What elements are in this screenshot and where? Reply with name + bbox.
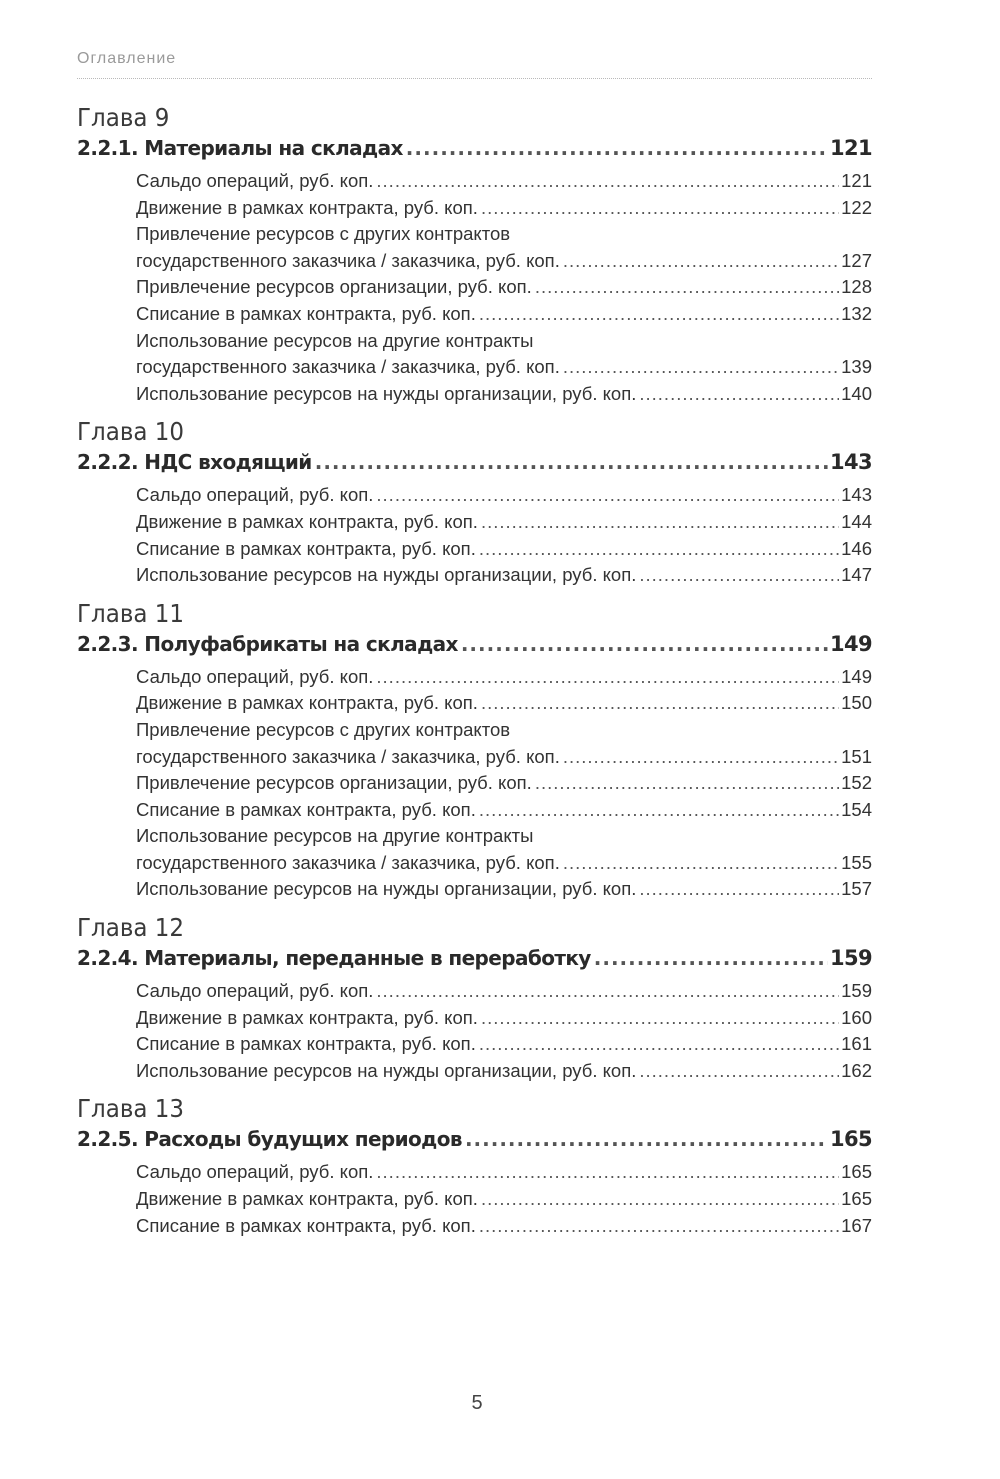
subentry-page-number: 121 xyxy=(841,170,872,191)
subentry-label: Движение в рамках контракта, руб. коп. xyxy=(136,196,478,218)
subentry-list xyxy=(77,482,872,588)
subentry-label: Сальдо операций, руб. коп. xyxy=(136,665,374,687)
subentry-label: Сальдо операций, руб. коп. xyxy=(136,1161,374,1183)
subentry-page-number: 147 xyxy=(841,564,872,586)
subentry-label: государственного заказчика / заказчика, руб. коп. xyxy=(136,356,560,378)
dot-leader xyxy=(479,1213,839,1240)
toc-subentry[interactable] xyxy=(136,876,872,903)
dot-leader xyxy=(639,381,839,408)
subentry-row xyxy=(136,797,872,824)
subentry-page-number: 155 xyxy=(841,851,872,873)
section-page-number: 165 xyxy=(829,1127,872,1152)
toc-subentry[interactable] xyxy=(136,562,872,589)
toc-subentry[interactable] xyxy=(136,301,872,328)
subentry-row xyxy=(136,850,872,877)
subentry-list xyxy=(77,978,872,1084)
section-page-number: 159 xyxy=(829,946,872,971)
toc-chapter xyxy=(77,1094,872,1239)
dot-leader xyxy=(376,1159,839,1186)
subentry-row xyxy=(136,168,872,195)
section-label: 2.2.1. Материалы на складах xyxy=(77,136,403,160)
subentry-label: Списание в рамках контракта, руб. коп. xyxy=(136,1214,476,1236)
chapter-title: Глава 10 xyxy=(77,417,185,447)
chapter-title: Глава 11 xyxy=(77,598,185,628)
dot-leader xyxy=(639,562,839,589)
subentry-page-number: 165 xyxy=(841,1188,872,1210)
subentry-row xyxy=(136,274,872,301)
subentry-row xyxy=(136,876,872,903)
dot-leader xyxy=(479,301,839,328)
subentry-text-line: Использование ресурсов на другие контракты xyxy=(136,329,534,351)
subentry-page-number: 165 xyxy=(841,1161,872,1183)
dot-leader xyxy=(315,447,828,477)
header-divider xyxy=(77,78,872,79)
toc-chapter xyxy=(77,417,872,588)
chapter-title: Глава 12 xyxy=(77,913,185,943)
subentry-row xyxy=(136,1031,872,1058)
subentry-row xyxy=(136,744,872,771)
toc-subentry[interactable] xyxy=(136,1005,872,1032)
chapter-title: Глава 13 xyxy=(77,1094,185,1124)
toc-subentry[interactable] xyxy=(136,717,872,770)
chapter-title: Глава 9 xyxy=(77,103,170,132)
subentry-row xyxy=(136,354,872,381)
subentry-label: Списание в рамках контракта, руб. коп. xyxy=(136,302,476,324)
subentry-list xyxy=(77,664,872,903)
subentry-page-number: 167 xyxy=(841,1214,872,1236)
toc-subentry[interactable] xyxy=(136,1213,872,1240)
dot-leader xyxy=(465,1124,828,1154)
section-label: 2.2.2. НДС входящий xyxy=(77,450,312,475)
subentry-page-number: 160 xyxy=(841,1006,872,1028)
subentry-label: Сальдо операций, руб. коп. xyxy=(136,980,374,1002)
subentry-label: Списание в рамках контракта, руб. коп. xyxy=(136,798,476,820)
dot-leader xyxy=(481,1186,839,1213)
toc-subentry[interactable] xyxy=(136,168,872,195)
subentry-row xyxy=(136,770,872,797)
section-label: 2.2.5. Расходы будущих периодов xyxy=(77,1127,462,1152)
toc-subentry[interactable] xyxy=(136,509,872,536)
subentry-label: Привлечение ресурсов организации, руб. коп. xyxy=(136,276,532,298)
subentry-label: Движение в рамках контракта, руб. коп. xyxy=(136,510,478,532)
subentry-row xyxy=(136,1186,872,1213)
subentry-page-number: 151 xyxy=(841,745,872,767)
subentry-list xyxy=(77,1159,872,1239)
subentry-row xyxy=(136,1058,872,1085)
toc-subentry[interactable] xyxy=(136,536,872,563)
dot-leader xyxy=(376,978,839,1005)
subentry-page-number: 139 xyxy=(841,356,872,378)
dot-leader xyxy=(639,1058,839,1085)
subentry-text-line: Использование ресурсов на другие контракты xyxy=(136,825,534,847)
toc-subentry[interactable] xyxy=(136,690,872,717)
subentry-label: государственного заказчика / заказчика, руб. коп. xyxy=(136,745,560,767)
subentry-label: Движение в рамках контракта, руб. коп. xyxy=(136,692,478,714)
dot-leader xyxy=(481,1005,839,1032)
subentry-page-number: 161 xyxy=(841,1033,872,1055)
dot-leader xyxy=(376,168,839,195)
subentry-page-number: 162 xyxy=(841,1059,872,1081)
toc-subentry[interactable] xyxy=(136,664,872,691)
subentry-row xyxy=(136,509,872,536)
toc-subentry[interactable] xyxy=(136,823,872,876)
section-entry[interactable] xyxy=(77,133,872,163)
subentry-list xyxy=(77,168,872,407)
subentry-row xyxy=(136,664,872,691)
toc-subentry[interactable] xyxy=(136,978,872,1005)
subentry-row xyxy=(136,1213,872,1240)
subentry-page-number: 150 xyxy=(841,692,872,714)
subentry-page-number: 144 xyxy=(841,510,872,532)
subentry-text-line: Привлечение ресурсов с других контрактов xyxy=(136,223,511,245)
toc-subentry[interactable] xyxy=(136,482,872,509)
subentry-row xyxy=(136,690,872,717)
toc-subentry[interactable] xyxy=(136,381,872,408)
dot-leader xyxy=(481,195,839,222)
toc-subentry[interactable] xyxy=(136,1031,872,1058)
subentry-page-number: 122 xyxy=(841,196,872,218)
subentry-row xyxy=(136,978,872,1005)
subentry-label: Использование ресурсов на нужды организации, руб. коп. xyxy=(136,382,637,404)
subentry-page-number: 140 xyxy=(841,382,872,404)
subentry-label: Движение в рамках контракта, руб. коп. xyxy=(136,1006,478,1028)
dot-leader xyxy=(376,664,839,691)
subentry-label: государственного заказчика / заказчика, руб. коп. xyxy=(136,249,560,271)
toc-chapter xyxy=(77,599,872,903)
dot-leader xyxy=(563,744,839,771)
dot-leader xyxy=(461,629,828,659)
toc-subentry[interactable] xyxy=(136,221,872,274)
running-head: Оглавление xyxy=(77,50,177,67)
toc-chapter xyxy=(77,913,872,1084)
subentry-row xyxy=(136,248,872,275)
section-entry[interactable] xyxy=(77,447,872,477)
dot-leader xyxy=(563,850,839,877)
dot-leader xyxy=(479,797,839,824)
table-of-contents xyxy=(77,103,872,1249)
subentry-label: Движение в рамках контракта, руб. коп. xyxy=(136,1188,478,1210)
toc-chapter xyxy=(77,103,872,407)
subentry-label: Сальдо операций, руб. коп. xyxy=(136,170,374,191)
subentry-page-number: 128 xyxy=(841,276,872,298)
toc-subentry[interactable] xyxy=(136,195,872,222)
dot-leader xyxy=(535,274,839,301)
section-entry[interactable] xyxy=(77,1124,872,1154)
toc-subentry[interactable] xyxy=(136,797,872,824)
subentry-page-number: 159 xyxy=(841,980,872,1002)
subentry-row xyxy=(136,536,872,563)
section-label: 2.2.3. Полуфабрикаты на складах xyxy=(77,631,458,656)
subentry-label: государственного заказчика / заказчика, руб. коп. xyxy=(136,851,560,873)
dot-leader xyxy=(406,133,828,163)
dot-leader xyxy=(594,943,828,973)
subentry-label: Списание в рамках контракта, руб. коп. xyxy=(136,537,476,559)
page-number: 5 xyxy=(471,1392,483,1414)
section-page-number: 143 xyxy=(829,450,872,475)
subentry-label: Сальдо операций, руб. коп. xyxy=(136,484,374,506)
toc-subentry[interactable] xyxy=(136,1186,872,1213)
section-page-number: 149 xyxy=(829,631,872,656)
dot-leader xyxy=(479,536,839,563)
subentry-row xyxy=(136,301,872,328)
subentry-label: Использование ресурсов на нужды организации, руб. коп. xyxy=(136,1059,637,1081)
toc-subentry[interactable] xyxy=(136,1058,872,1085)
subentry-page-number: 149 xyxy=(841,665,872,687)
section-entry[interactable] xyxy=(77,943,872,973)
dot-leader xyxy=(563,248,839,275)
subentry-page-number: 152 xyxy=(841,772,872,794)
subentry-page-number: 157 xyxy=(841,878,872,900)
dot-leader xyxy=(563,354,839,381)
subentry-page-number: 154 xyxy=(841,798,872,820)
subentry-page-number: 127 xyxy=(841,249,872,271)
subentry-row xyxy=(136,562,872,589)
subentry-row xyxy=(136,195,872,222)
subentry-row xyxy=(136,1159,872,1186)
toc-subentry[interactable] xyxy=(136,328,872,381)
subentry-row xyxy=(136,1005,872,1032)
subentry-text-line: Привлечение ресурсов с других контрактов xyxy=(136,718,511,740)
subentry-label: Списание в рамках контракта, руб. коп. xyxy=(136,1033,476,1055)
dot-leader xyxy=(481,690,839,717)
toc-subentry[interactable] xyxy=(136,274,872,301)
dot-leader xyxy=(481,509,839,536)
dot-leader xyxy=(639,876,839,903)
dot-leader xyxy=(376,482,839,509)
subentry-page-number: 143 xyxy=(841,484,872,506)
toc-subentry[interactable] xyxy=(136,770,872,797)
subentry-row xyxy=(136,381,872,408)
subentry-label: Привлечение ресурсов организации, руб. коп. xyxy=(136,772,532,794)
section-page-number: 121 xyxy=(829,136,872,160)
section-label: 2.2.4. Материалы, переданные в переработку xyxy=(77,946,591,971)
toc-subentry[interactable] xyxy=(136,1159,872,1186)
subentry-label: Использование ресурсов на нужды организации, руб. коп. xyxy=(136,564,637,586)
dot-leader xyxy=(535,770,839,797)
subentry-row xyxy=(136,482,872,509)
subentry-page-number: 146 xyxy=(841,537,872,559)
subentry-label: Использование ресурсов на нужды организации, руб. коп. xyxy=(136,878,637,900)
dot-leader xyxy=(479,1031,839,1058)
section-entry[interactable] xyxy=(77,629,872,659)
subentry-page-number: 132 xyxy=(841,302,872,324)
